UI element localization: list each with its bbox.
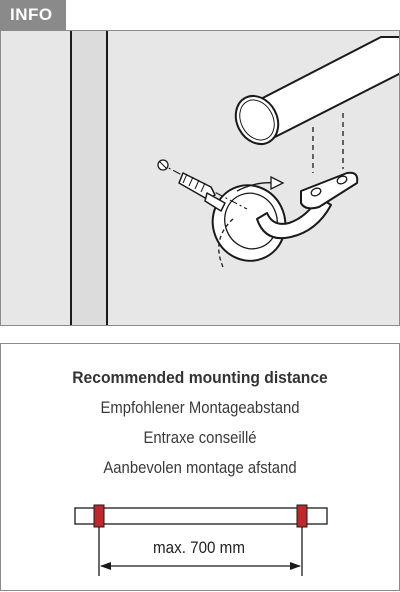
mounting-distance-dutch: Aanbevolen montage afstand (103, 459, 297, 477)
mounting-illustration-drawing (1, 31, 400, 326)
dimension-arrow-right (290, 562, 301, 570)
max-distance-label: max. 700 mm (153, 539, 245, 557)
mounting-distance-heading: Recommended mounting distance (72, 368, 328, 387)
dimension-arrow-left (100, 562, 111, 570)
bracket-marker-right (297, 505, 307, 527)
mounting-distance-french: Entraxe conseillé (143, 429, 257, 447)
bracket-marker-left (94, 505, 104, 527)
mounting-distance-german: Empfohlener Montageabstand (100, 399, 300, 417)
mounting-illustration (0, 30, 400, 326)
info-badge: INFO (0, 0, 66, 30)
wall-corner-face (72, 31, 106, 326)
handrail-icon (228, 37, 400, 151)
handrail-bar (75, 508, 327, 524)
mounting-distance-panel (0, 343, 400, 591)
